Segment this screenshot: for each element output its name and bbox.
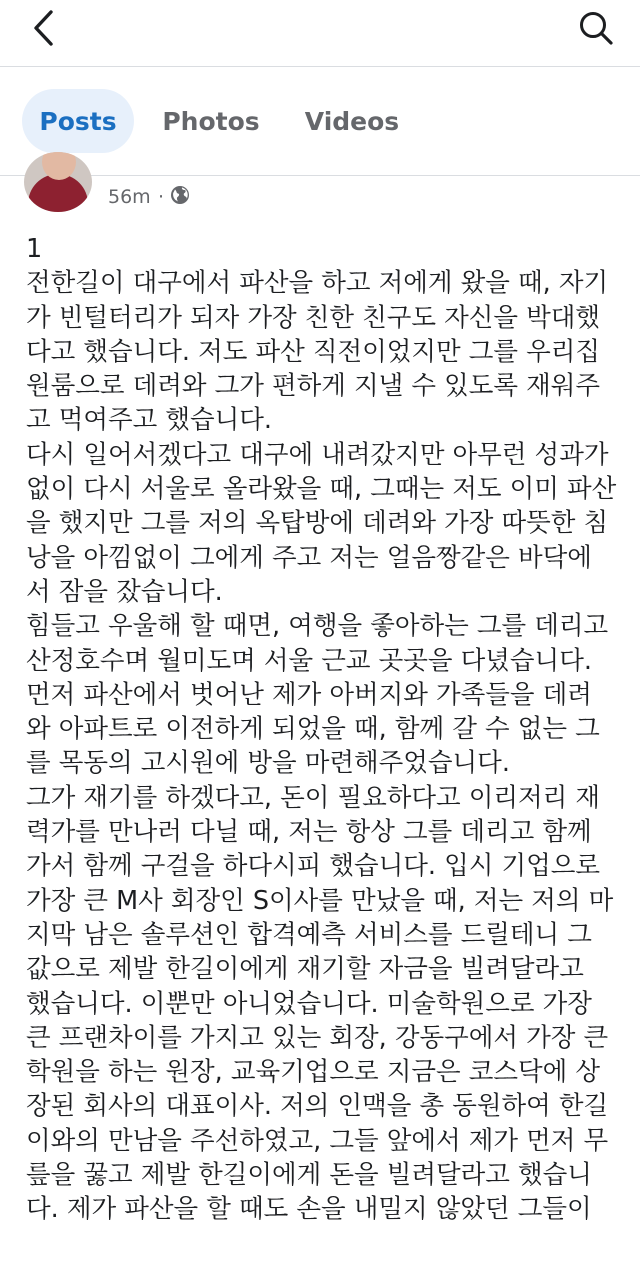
post-line: 장된 회사의 대표이사. 저의 인맥을 총 동원하여 한길 <box>26 1091 609 1122</box>
globe-icon <box>170 185 190 205</box>
post-line: 원룸으로 데려와 그가 편하게 지낼 수 있도록 재워주 <box>26 371 601 402</box>
post-line: 했습니다. 이뿐만 아니었습니다. 미술학원으로 가장 <box>26 988 592 1019</box>
post-header <box>0 176 640 220</box>
post-line: 힘들고 우울해 할 때면, 여행을 좋아하는 그를 데리고 <box>26 611 609 642</box>
search-button[interactable] <box>574 6 618 50</box>
tab-videos[interactable]: Videos <box>304 106 400 136</box>
post-text <box>26 232 626 1227</box>
post-line: 릎을 꿇고 제발 한길이에게 돈을 빌려달라고 했습니 <box>26 1160 592 1191</box>
tab-posts[interactable]: Posts <box>22 89 134 153</box>
post-line: 가장 큰 M사 회장인 S이사를 만났을 때, 저는 저의 마 <box>26 885 614 916</box>
chevron-left-icon <box>29 9 59 47</box>
tab-photos[interactable]: Photos <box>162 106 260 136</box>
post-line: 큰 프랜차이를 가지고 있는 회장, 강동구에서 가장 큰 <box>26 1022 609 1053</box>
post-line: 가서 함께 구걸을 하다시피 했습니다. 입시 기업으로 <box>26 851 601 882</box>
post-line: 와 아파트로 이전하게 되었을 때, 함께 갈 수 없는 그 <box>26 714 600 745</box>
post-line: 을 했지만 그를 저의 옥탑방에 데려와 가장 따뜻한 침 <box>26 508 609 539</box>
top-bar <box>0 0 640 66</box>
post-line: 그가 재기를 하겠다고, 돈이 필요하다고 이리저리 재 <box>26 782 601 813</box>
avatar[interactable] <box>24 152 92 212</box>
post-line: 력가를 만나러 다닐 때, 저는 항상 그를 데리고 함께 <box>26 817 592 848</box>
post-line: 학원을 하는 원장, 교육기업으로 지금은 코스닥에 상 <box>26 1057 601 1088</box>
post-line: 산정호수며 월미도며 서울 근교 곳곳을 다녔습니다. <box>26 645 592 676</box>
post-line: 다고 했습니다. 저도 파산 직전이었지만 그를 우리집 <box>26 336 601 367</box>
profile-tabs <box>0 67 640 175</box>
back-button[interactable] <box>22 6 66 50</box>
post-line: 다시 일어서겠다고 대구에 내려갔지만 아무런 성과가 <box>26 439 609 470</box>
post-line: 고 먹여주고 했습니다. <box>26 405 273 436</box>
post-line: 다. 제가 파산을 할 때도 손을 내밀지 않았던 그들이 <box>26 1194 592 1225</box>
post-line: 서 잠을 잤습니다. <box>26 576 223 607</box>
post-line: 없이 다시 서울로 올라왔을 때, 그때는 저도 이미 파산 <box>26 474 617 505</box>
post-line: 먼저 파산에서 벗어난 제가 아버지와 가족들을 데려 <box>26 679 592 710</box>
meta-separator: · <box>158 186 165 208</box>
post-line: 낭을 아낌없이 그에게 주고 저는 얼음짱같은 바닥에 <box>26 542 592 573</box>
post-line: 가 빈털터리가 되자 가장 친한 친구도 자신을 박대했 <box>26 302 601 333</box>
post-line: 1 <box>26 234 43 264</box>
post-timestamp[interactable]: 56m <box>108 186 151 208</box>
post-line: 지막 남은 솔루션인 합격예측 서비스를 드릴테니 그 <box>26 919 592 950</box>
post-line: 값으로 제발 한길이에게 재기할 자금을 빌려달라고 <box>26 954 584 985</box>
post-line: 전한길이 대구에서 파산을 하고 저에게 왔을 때, 자기 <box>26 268 609 299</box>
search-icon <box>578 10 614 46</box>
post-line: 이와의 만남을 주선하였고, 그들 앞에서 제가 먼저 무 <box>26 1125 609 1156</box>
post-line: 를 목동의 고시원에 방을 마련해주었습니다. <box>26 748 510 779</box>
